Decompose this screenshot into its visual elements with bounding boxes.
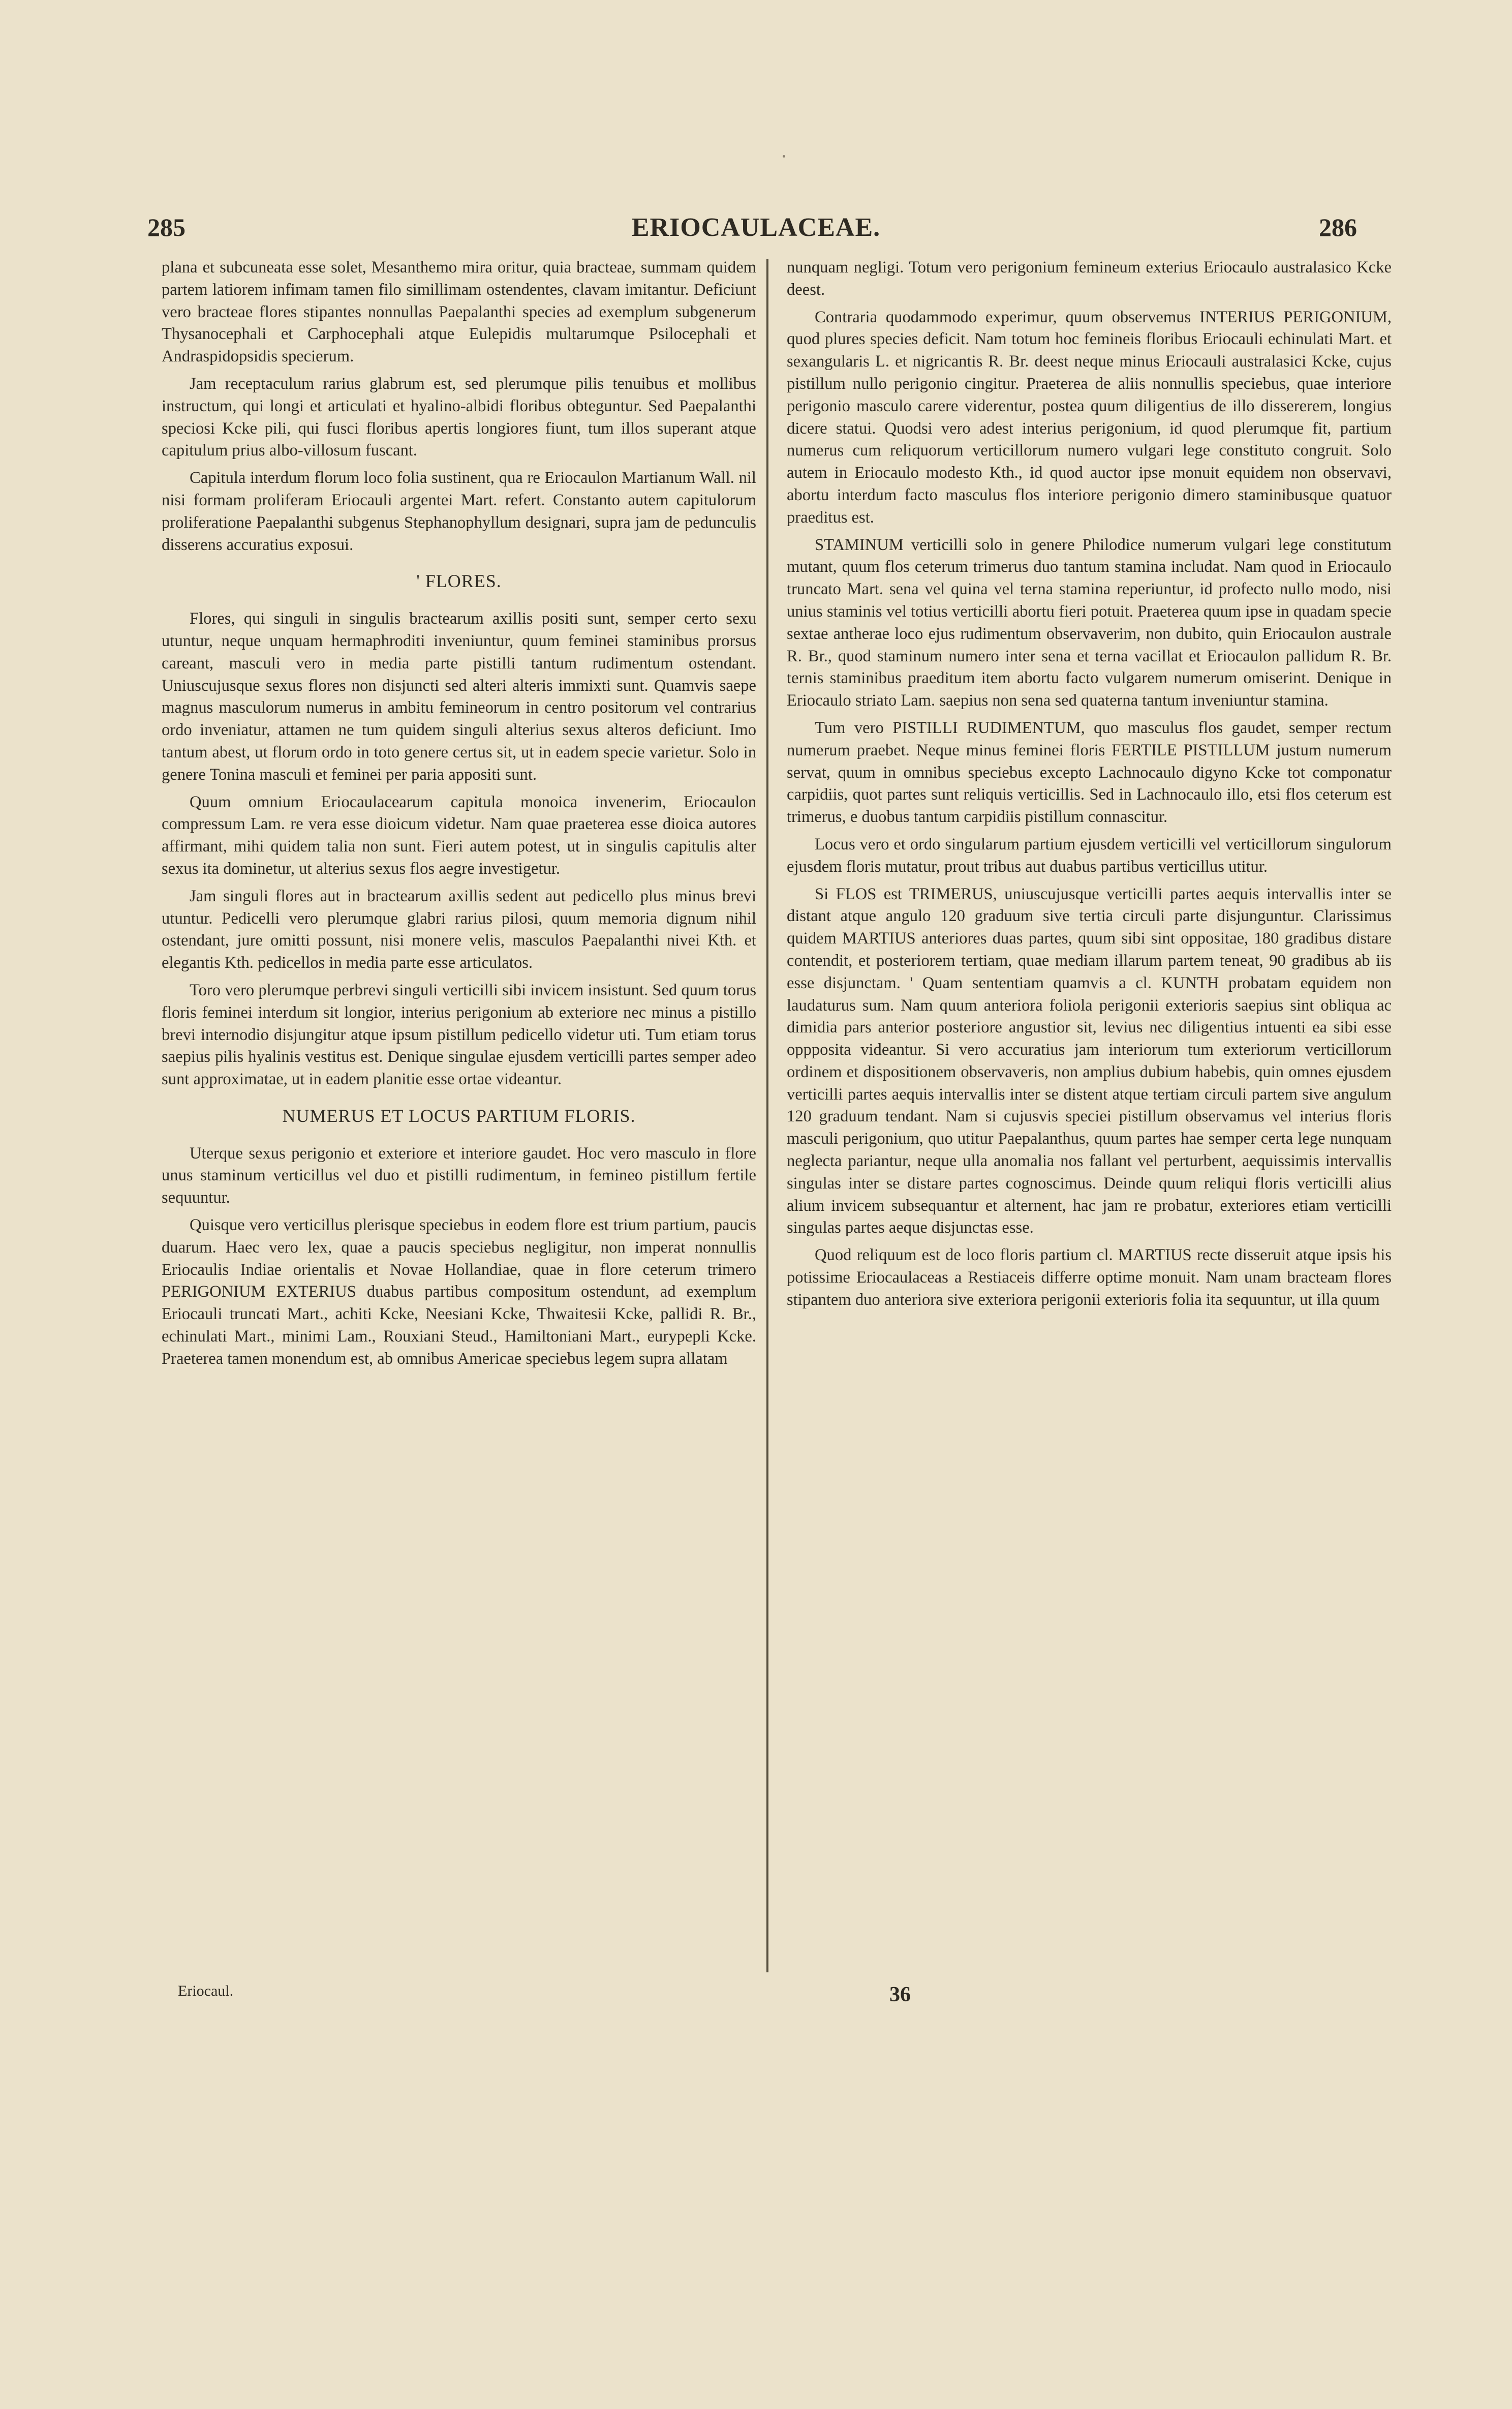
paragraph: Jam singuli flores aut in bractearum axillis sedent aut pedicello plus minus brevi utuntur. Pedicelli vero plerumque glabri rarius pilosi, quum memoria dignum nihil ostendant, jure omitti possunt, nisi monere velis, masculos Paepalanthi nivei Kth. et elegantis Kth. pedicellos in media parte esse articulatos.: [162, 887, 756, 972]
sheet-number: 36: [889, 1983, 911, 2006]
paragraph: Jam receptaculum rarius glabrum est, sed plerumque pilis tenuibus et mollibus instructum, qui longi et articulati et hyalino-albidi floribus obteguntur. Sed Paepalanthi speciosi Kcke pili, qui fusci floribus apertis longiores fiunt, tum illos superant atque capitulum prius albo-villosum fuscant.: [162, 374, 756, 460]
paragraph: Uterque sexus perigonio et exteriore et interiore gaudet. Hoc vero masculo in flore unus staminum verticillus vel duo et pistilli rudimentum, in femineo pistillum fertile sequuntur.: [162, 1144, 756, 1207]
signature-mark: Eriocaul.: [178, 1983, 234, 1999]
section-heading-flores: ' FLORES.: [416, 571, 502, 592]
paragraph: plana et subcuneata esse solet, Mesanthemo mira oritur, quia bracteae, summam quidem partem latiorem infimam tamen filo simillimam ostendentes, clavam imitantur. Deficiunt vero bracteae flores stipantes nonnullas Paepalanthi species ad exemplum subgenerum Thysanocephali et Carphocephali atque Eulepidis multarumque Psilocephali et Andraspidopsidis specierum.: [162, 258, 756, 366]
paragraph: Toro vero plerumque perbrevi singuli verticilli sibi invicem insistunt. Sed quum torus floris feminei interdum sit longior, interius perigonium ab exteriore nec minus a pistillo brevi internodio disjungitur atque ipsum pistillum pedicello videtur uti. Tum etiam torus saepius pilis hyalinis vestitus est. Denique singulae ejusdem verticilli partes semper adeo sunt approximatae, ut in eadem planitie esse ortae videantur.: [162, 981, 756, 1089]
running-header: [0, 212, 1512, 243]
left-page-number: 285: [147, 213, 186, 241]
right-page-number: 286: [1319, 213, 1357, 241]
paragraph: Si FLOS est TRIMERUS, uniuscujusque verticilli partes aequis intervallis inter se distant atque angulo 120 graduum sive tertia circuli parte disjunguntur. Clarissimus quidem MARTIUS anteriores duas partes, quum sibi sint oppositae, 180 gradibus distare contendit, et posteriorem tertiam, quae mediam illarum partem teneat, 90 gradibus ab iis esse disjunctam. ' Quam sententiam quamvis a cl. KUNTH probatam equidem non laudaturus sum. Nam quum anteriora foliola perigonii exterioris saepius sint obliqua ac dimidia pars anterior posteriore angustior sit, levius nec diligentius intuenti ea sibi esse oppposita videantur. Si vero accuratius jam interiorum tum exteriorum verticillorum ordinem et dispositionem observaveris, non amplius dubium habebis, quin omnes ejusdem verticilli partes aequis intervallis inter se distent atque tertiam circuli partem sive angulum 120 graduum tendant. Nam si cujusvis speciei pistillum observamus vel interius floris masculi perigonium, quo utitur Paepalanthus, quum partes hae semper certa lege nunquam neglecta pariantur, neque ulla anomalia nos fallant vel perturbent, aequissimis intervallis singulas inter se distare partes cognoscimus. Deinde quum reliqui floris verticilli alius alium invicem subsequantur et alternent, hac jam re probatur, exteriores etiam verticilli singulas partes aeque disjunctas esse.: [787, 885, 1392, 1237]
left-column: [162, 257, 756, 1376]
paragraph: Quod reliquum est de loco floris partium cl. MARTIUS recte disseruit atque ipsis his potissime Eriocaulaceas a Restiaceis differre optime monuit. Nam unam bracteam flores stipantem duo anteriora sive exteriora perigonii exterioris folia ita sequuntur, ut illa quum: [787, 1246, 1392, 1309]
paragraph: Quisque vero verticillus plerisque speciebus in eodem flore est trium partium, paucis duarum. Haec vero lex, quae a paucis speciebus negligitur, non imperat nonnullis Eriocaulis Indiae orientalis et Novae Hollandiae, quae in flore ceterum trimero PERIGONIUM EXTERIUS duabus partibus compositum ostendunt, ad exemplum Eriocauli truncati Mart., achiti Kcke, Neesiani Kcke, Thwaitesii Kcke, pallidi R. Br., echinulati Mart., minimi Lam., Rouxiani Steud., Hamiltoniani Mart., eurypepli Kcke. Praeterea tamen monendum est, ab omnibus Americae speciebus legem supra allatam: [162, 1216, 756, 1368]
paragraph: Locus vero et ordo singularum partium ejusdem verticilli vel verticillorum singulorum ejusdem floris mutatur, prout tribus aut duabus partibus verticillus utitur.: [787, 835, 1392, 876]
section-heading-numerus: NUMERUS ET LOCUS PARTIUM FLORIS.: [282, 1105, 636, 1126]
paragraph: Contraria quodammodo experimur, quum observemus INTERIUS PERIGONIUM, quod plures species deficit. Nam totum hoc femineis floribus Eriocauli echinulati Mart. et sexangularis L. et nigricantis R. Br. deest neque minus Eriocauli australasici Kcke, cujus pistillum nullo perigonio cingitur. Praeterea de aliis nonnullis speciebus, quae interiore perigonio masculo carere viderentur, postea quum diligentius de illo dissererem, longius dicere statui. Quodsi vero adest interius perigonium, id quod plerumque fit, partium numerus cum reliquorum verticillorum numero vulgari lege constituto congruit. Solo autem in Eriocaulo modesto Kth., id quod auctor ipse monuit equidem non observavi, abortu interdum facto masculus flos interiore perigonio dimero staminibusque quatuor praeditus est.: [787, 308, 1392, 527]
paper-speck: [783, 155, 785, 158]
paragraph: Flores, qui singuli in singulis bractearum axillis positi sunt, semper certo sexu utuntur, neque unquam hermaphroditi inveniuntur, quum feminei staminibus prorsus careant, masculi vero in media parte pistilli tantum rudimentum ostendant. Uniuscujusque sexus flores non disjuncti sed alteri alteris immixti sunt. Quamvis saepe magnus masculorum numerus in ambitu femineorum in centro positorum vel contrarius ordo inveniatur, attamen ne tum quidem singuli alterius sexus alteros deficiunt. Imo tantum abest, ut florum ordo in toto genere certus sit, ut in eadem specie varietur. Solo in genere Tonina masculi et feminei per paria appositi sunt.: [162, 609, 756, 784]
paragraph: Quum omnium Eriocaulacearum capitula monoica invenerim, Eriocaulon compressum Lam. re vera esse dioicum videtur. Nam quae praeterea esse dioica autores affirmant, mihi quidem talia non sunt. Fieri autem potest, ut in singulis capitulis alter sexus ita dominetur, ut alterius sexus flos aegre investigetur.: [162, 792, 756, 878]
running-title: ERIOCAULACEAE.: [631, 213, 881, 242]
right-column: [787, 257, 1392, 1317]
paragraph: STAMINUM verticilli solo in genere Philodice numerum vulgari lege constitutum mutant, quum flos ceterum trimerus duo tantum stamina includat. Nam quod in Eriocaulo truncato Mart. sena vel quina vel terna stamina reperiuntur, id profecto nullo modo, nisi unius staminis vel totius verticilli abortu fieri potuit. Praeterea quum ipse in quadam specie sextae antherae loco ejus rudimentum observaverim, non dubito, quin Eriocaulon australe R. Br., quod staminum numero inter sena et terna vacillat et Eriocaulon pallidum R. Br. ternis staminibus praeditum item abortu facto vulgarem numerum omiserint. Denique in Eriocaulo striato Lam. saepius non sena sed quaterna tantum inveniuntur stamina.: [787, 535, 1392, 710]
column-divider: [766, 259, 768, 1972]
paragraph: Capitula interdum florum loco folia sustinent, qua re Eriocaulon Martianum Wall. nil nisi formam proliferam Eriocauli argentei Mart. refert. Constanto autem capitulorum proliferatione Paepalanthi subgenus Stephanophyllum designari, supra jam de pedunculis disserens accuratius exposui.: [162, 469, 756, 554]
paragraph: Tum vero PISTILLI RUDIMENTUM, quo masculus flos gaudet, semper rectum numerum praebet. Neque minus feminei floris FERTILE PISTILLUM justum numerum servat, quum in omnibus speciebus excepto Lachnocaulo digyno Kcke tot componatur carpidiis, quot partes sunt reliquis verticillis. Sed in Lachnocaulo illo, etsi flos ceterum est trimerus, e duobus tantum carpidiis pistillum connascitur.: [787, 718, 1392, 827]
paragraph: nunquam negligi. Totum vero perigonium femineum exterius Eriocaulo australasico Kcke deest.: [787, 258, 1392, 299]
